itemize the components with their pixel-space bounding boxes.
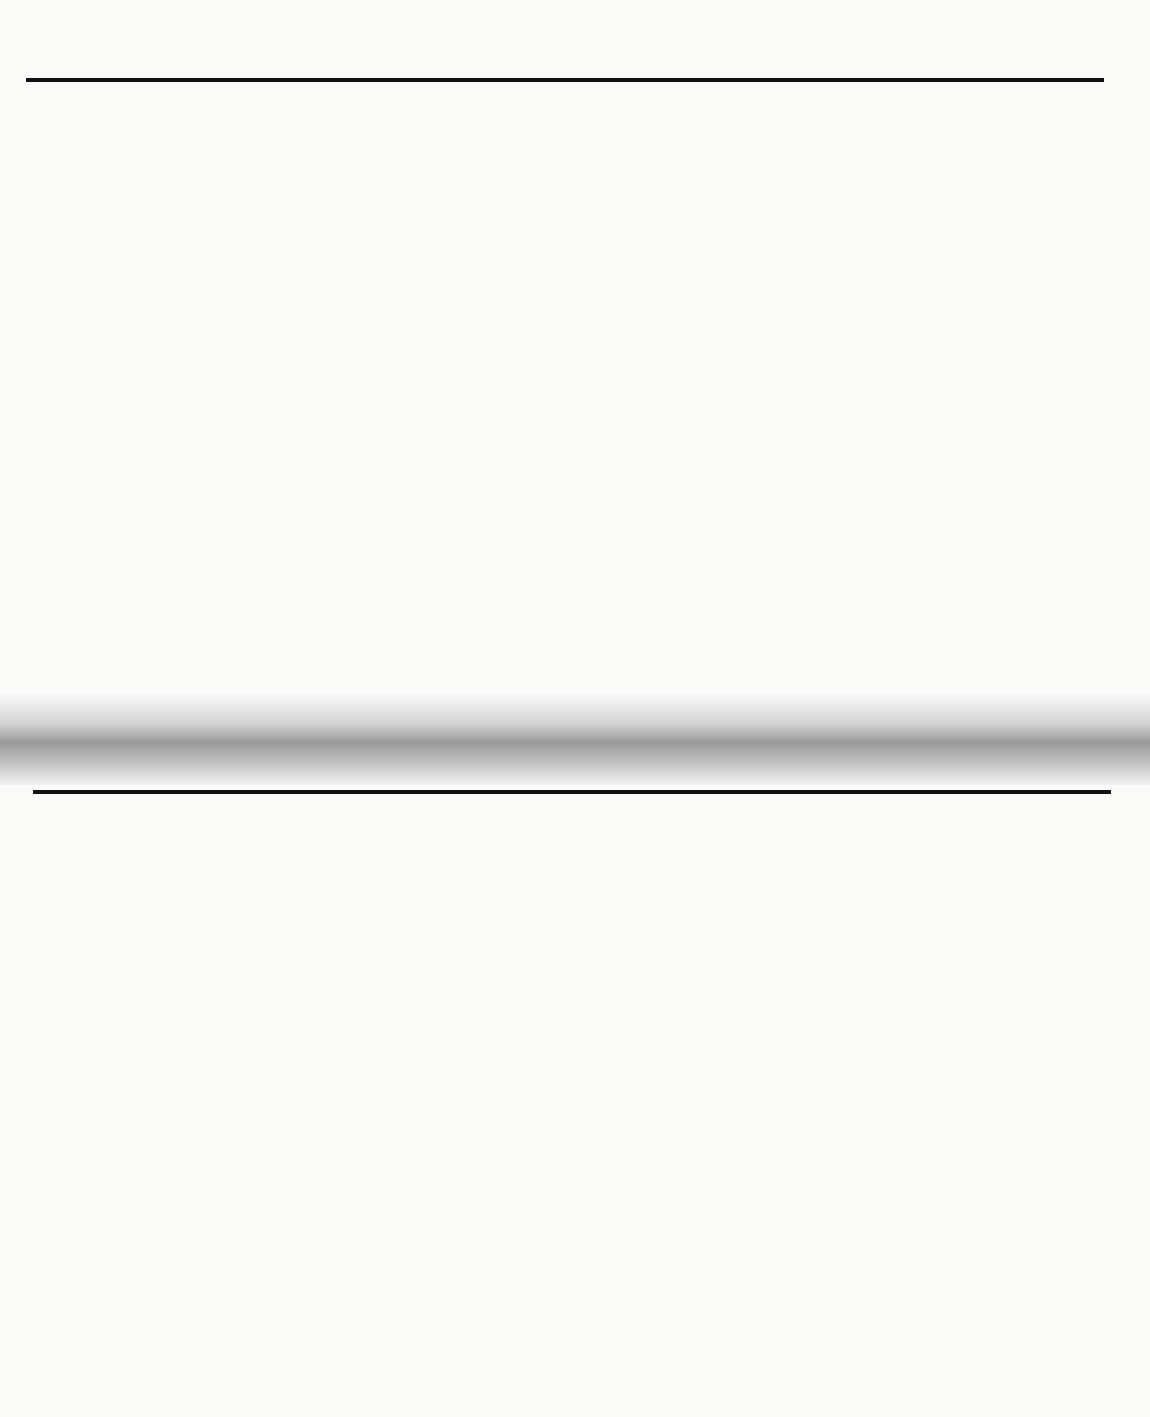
timetable-top: [26, 78, 1104, 82]
timetable-bottom: [33, 790, 1111, 794]
page-fold: [0, 690, 1150, 785]
page-title: [0, 10, 1150, 38]
